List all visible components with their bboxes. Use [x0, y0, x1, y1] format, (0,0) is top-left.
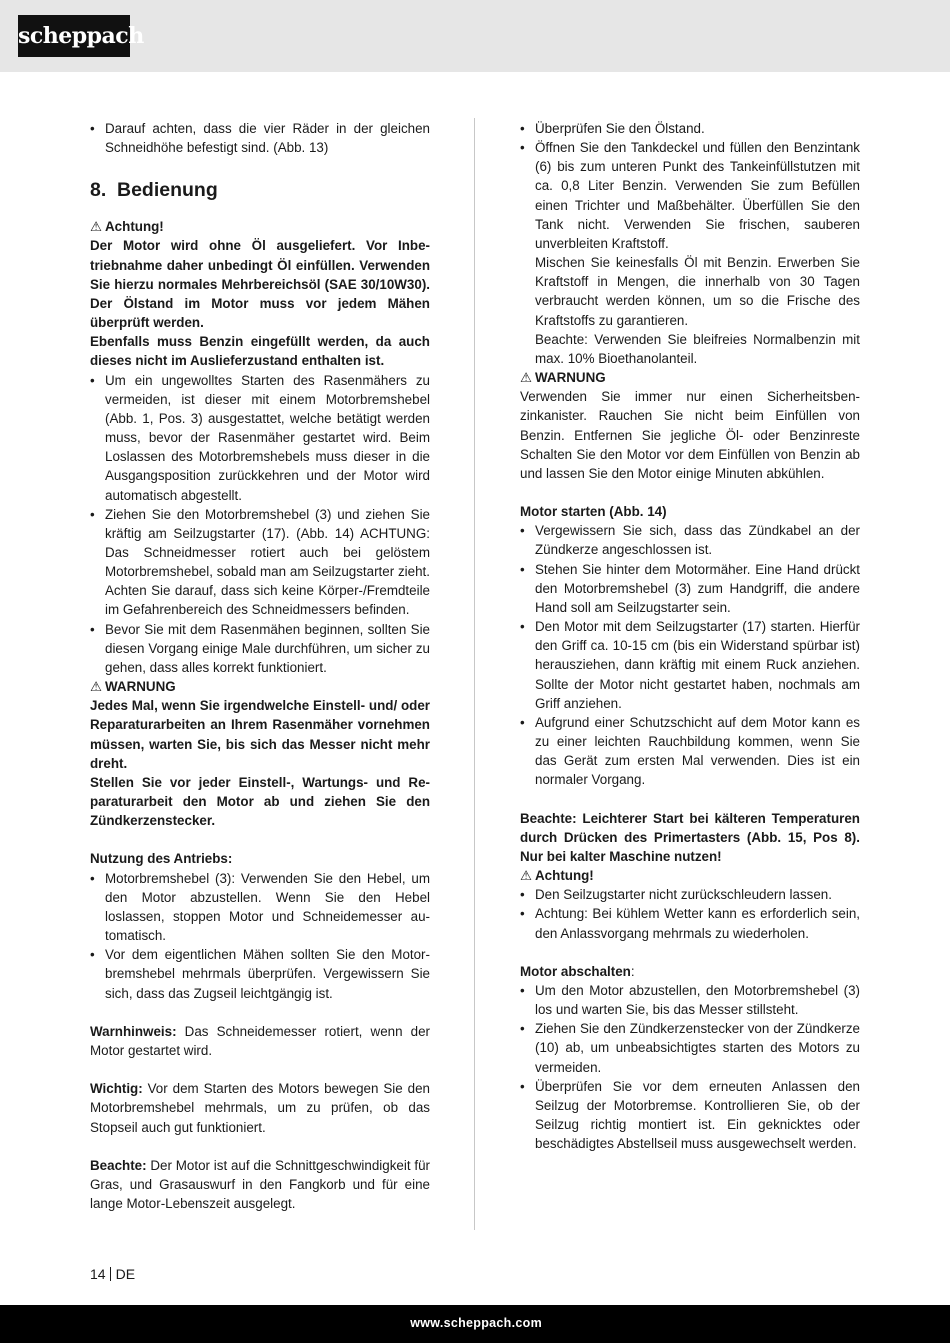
mix-text: Mischen Sie keinesfalls Öl mit Benzin. Erwerben Sie Kraftstoff in Mengen, die innerhalb von 30 Tagen verbraucht werden können, um so die Frische des Kraftstoffs zu garantieren.	[535, 255, 860, 328]
list-item: • Ziehen Sie den Zündkerzenstecker von der Zündkerze (10) ab, um unbeabsichtigtes starten des Motors zu vermeiden.	[520, 1019, 860, 1076]
list-item: • Ziehen Sie den Motorbremshebel (3) und ziehen Sie kräftig am Seilzugstarter (17). (Abb. 14) ACHTUNG: Das Schneidmesser rotiert auch bei gelöstem Motorbremshebel, sobald man am Seilzugstarter zieht. Achten Sie darauf, dass sich keine Körper-/Fremdteile im Gefahrenbereich des Schneidmessers befinden.	[90, 505, 430, 620]
list-item: • Vergewissern Sie sich, dass das Zündkabel an der Zündkerze angeschlossen ist.	[520, 521, 860, 559]
list-item: • Um den Motor abzustellen, den Motorbremshebel (3) los und warten Sie, bis das Messer stillsteht.	[520, 981, 860, 1019]
warning-triangle-icon: ⚠	[90, 219, 103, 235]
section-title: Bedienung	[117, 179, 218, 202]
stop-heading-colon: :	[630, 963, 635, 979]
list-item: • Den Seilzugstarter nicht zurückschleudern lassen.	[520, 885, 860, 904]
petrol-warning: Ebenfalls muss Benzin eingefüllt werden, da auch dieses nicht im Auslieferzustand enthalten ist.	[90, 334, 430, 369]
stop-list	[520, 981, 860, 1153]
list-item: • Achtung: Bei kühlem Wetter kann es erforderlich sein, den Anlassvorgang mehrmals zu wiederholen.	[520, 904, 860, 942]
footer-separator	[110, 1267, 111, 1281]
warning-heading	[520, 368, 860, 387]
section-heading	[90, 178, 430, 202]
website-link[interactable]: www.scheppach.com	[410, 1316, 542, 1330]
warning-triangle-icon: ⚠	[520, 370, 533, 386]
attention-heading	[520, 866, 860, 885]
attention-heading	[90, 217, 430, 236]
warning-label: WARNUNG	[535, 370, 606, 386]
list-item: • Überprüfen Sie vor dem erneuten Anlassen den Seilzug der Motorbremse. Kontrollieren Sie, ob der Seilzug richtig montiert ist. Ein geknicktes oder beschädigtes Abstellseil muss ausgewechselt werden.	[520, 1077, 860, 1154]
unleaded-text: Beachte: Verwenden Sie bleifreies Normalbenzin mit max. 10% Bioethanolanteil.	[535, 331, 860, 366]
list-item: • Um ein ungewolltes Starten des Rasenmähers zu vermeiden, ist dieser mit einem Motorbremshebel (Abb. 1, Pos. 3) ausgestattet, welche betätigt werden muss, bevor der Rasenmäher gestartet wird. Beim Loslassen des Motorbremshebels muss dieser in die Ausgangsposition zurückkehren und der Motor wird automatisch abgestellt.	[90, 371, 430, 505]
start-list	[520, 521, 860, 789]
warnhinweis-text: Das Schneidemesser rotiert, wenn der Motor gestartet wird.	[90, 1023, 430, 1058]
warning-label: WARNUNG	[105, 679, 176, 695]
warnhinweis-label: Warnhinweis:	[90, 1023, 177, 1039]
list-item: • Stehen Sie hinter dem Motormäher. Eine Hand drückt den Motorbremshebel (3) zum Handgriff, die andere Hand soll am Seilzugstarter sein.	[520, 560, 860, 617]
warnhinweis-paragraph	[90, 1022, 430, 1060]
attention-label: Achtung!	[535, 868, 594, 884]
stop-heading-label: Motor abschalten	[520, 963, 631, 979]
list-item: • Darauf achten, dass die vier Räder in der gleichen Schneidhöhe befestigt sind. (Abb. 13)	[90, 119, 430, 157]
fuel-list	[520, 119, 860, 253]
wichtig-paragraph	[90, 1079, 430, 1136]
wichtig-text: Vor dem Starten des Motors bewegen Sie den Motorbremshebel mehrmals, um zu prüfen, ob das Stopseil auch gut funktioniert.	[90, 1081, 430, 1135]
cold-start-note: Beachte: Leichterer Start bei kälteren Temperaturen durch Drücken des Primertasters (Abb. 15, Pos 8). Nur bei kalter Maschine nutzen!	[520, 810, 860, 864]
attention-label: Achtung!	[105, 219, 164, 235]
drive-list	[90, 869, 430, 1003]
list-item: • Den Motor mit dem Seilzugstarter (17) starten. Hierfür den Griff ca. 10-15 cm (bis ein Widerstand spürbar ist) herausziehen, dann kräftig mit einem Ruck anziehen. Sollte der Motor nicht gestartet haben, nochmals am Griff anziehen.	[520, 617, 860, 713]
header-bar	[0, 0, 950, 72]
warning-text: Stellen Sie vor jeder Einstell-, Wartungs- und Reparaturarbeit den Motor ab und ziehen Sie den Zündkerzenstecker.	[90, 774, 430, 829]
stop-heading	[520, 962, 860, 981]
wheels-list	[90, 119, 430, 157]
list-item: • Bevor Sie mit dem Rasenmähen beginnen, sollten Sie diesen Vorgang einige Male durchführen, um sicher zu gehen, dass alles korrekt funktioniert.	[90, 620, 430, 677]
start-heading: Motor starten (Abb. 14)	[520, 504, 667, 520]
warning-heading	[90, 677, 430, 696]
beachte-text: Der Motor ist auf die Schnittgeschwindigkeit für Gras, und Grasauswurf in den Fangkorb und für eine lange Motor-Lebenszeit ausgelegt.	[90, 1157, 430, 1212]
column-divider	[474, 118, 475, 1230]
attention-list	[520, 885, 860, 942]
list-item: • Öffnen Sie den Tankdeckel und füllen den Benzintank (6) bis zum unteren Punkt des Tankeinfüllstutzen mit ca. 0,8 Liter Benzin. Verwenden Sie zum Befüllen einen Trichter und Maßbehälter. Überfüllen Sie den Tank nicht. Verwenden Sie frischen, sauberen unverbleiten Kraftstoff.	[520, 138, 860, 253]
operation-list	[90, 371, 430, 678]
list-item: • Überprüfen Sie den Ölstand.	[520, 119, 860, 138]
beachte-paragraph	[90, 1156, 430, 1213]
language-code: DE	[115, 1266, 136, 1282]
left-column	[90, 119, 430, 1213]
footer-bar	[0, 1305, 950, 1343]
wichtig-label: Wichtig:	[90, 1081, 143, 1097]
section-number: 8.	[90, 179, 107, 202]
page-footer	[90, 1264, 135, 1284]
list-item: • Aufgrund einer Schutzschicht auf dem Motor kann es zu einer leichten Rauchbildung kommen, wenn Sie das Gerät zum ersten Mal verwenden. Dies ist ein normaler Vorgang.	[520, 713, 860, 790]
warning-text: Verwenden Sie immer nur einen Sicherheitsbenzinkanister. Rauchen Sie nicht beim Einfüllen von Benzin. Entfernen Sie jegliche Öl- oder Benzinreste Schalten Sie den Motor vor dem Einfüllen von Benzin ab und lassen Sie den Motor einige Minuten abkühlen.	[520, 389, 860, 481]
list-item: • Vor dem eigentlichen Mähen sollten Sie den Motorbremshebel mehrmals überprüfen. Vergewissern Sie sich, dass das Zugseil leichtgängig ist.	[90, 945, 430, 1002]
list-item: • Motorbremshebel (3): Verwenden Sie den Hebel, um den Motor abzustellen. Wenn Sie den Hebel loslassen, stoppen Motor und Schneidemesser automatisch.	[90, 869, 430, 946]
drive-heading: Nutzung des Antriebs:	[90, 851, 233, 867]
warning-triangle-icon: ⚠	[90, 679, 103, 695]
page-number: 14	[90, 1266, 106, 1282]
warning-triangle-icon: ⚠	[520, 868, 533, 884]
beachte-label: Beachte:	[90, 1157, 147, 1173]
oil-warning: Der Motor wird ohne Öl ausgeliefert. Vor Inbetriebnahme daher unbedingt Öl einfüllen. Verwenden Sie hierzu normales Mehrbereichsöl (SAE 30/10W30). Der Ölstand im Motor muss vor jedem Mähen überprüft werden.	[90, 238, 430, 331]
scheppach-logo: scheppach	[18, 15, 130, 57]
right-column	[520, 119, 860, 1153]
warning-text: Jedes Mal, wenn Sie irgendwelche Einstell- und/ oder Reparaturarbeiten an Ihrem Rasenmäher vornehmen müssen, warten Sie, bis sich das Messer nicht mehr dreht.	[90, 698, 430, 771]
